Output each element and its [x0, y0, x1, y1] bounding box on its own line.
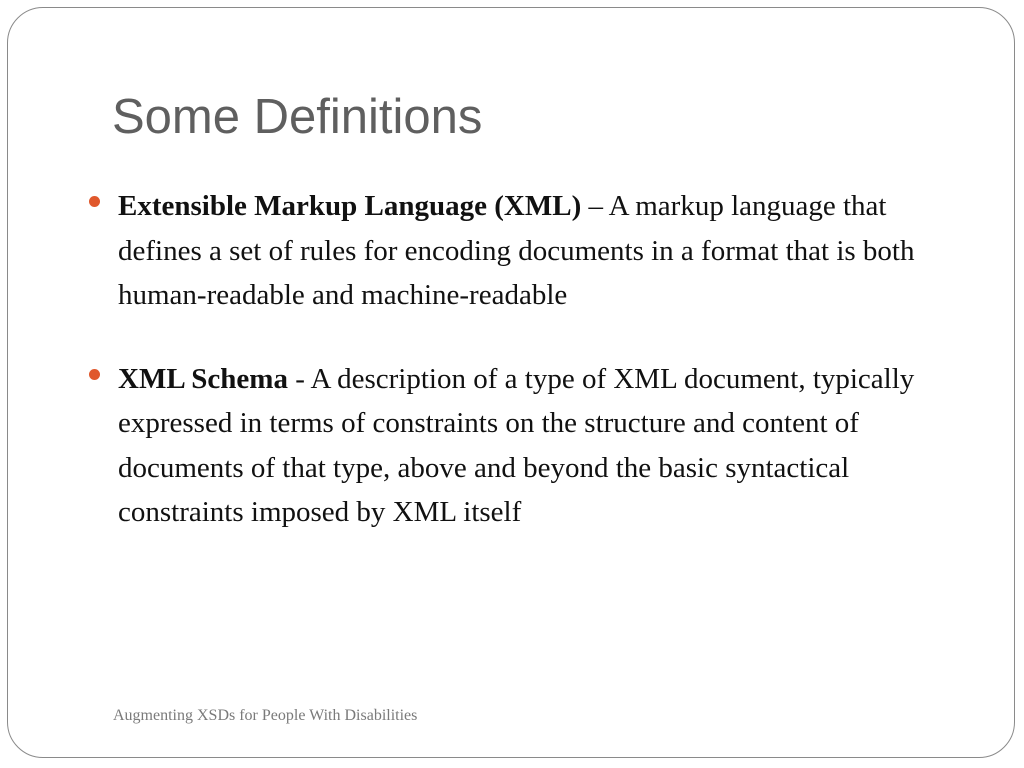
term-separator: – [581, 190, 609, 222]
definition-text: A description of a type of XML document, typically expressed in terms of constraints on the structure and content of documents of that type, above and beyond the basic syntactical constraints imposed by XML itself [118, 362, 915, 528]
bullet-item-xml [118, 184, 958, 318]
bullet-dot-icon [89, 369, 100, 380]
definition-text: A markup language that defines a set of rules for encoding documents in a format that is both human-readable and machine-readable [118, 190, 915, 311]
term-label: XML Schema [118, 362, 288, 395]
bullet-list [118, 184, 958, 574]
bullet-dot-icon [89, 196, 100, 207]
term-label: Extensible Markup Language (XML) [118, 190, 582, 222]
slide-footer: Augmenting XSDs for People With Disabilities [113, 707, 418, 724]
slide-title: Some Definitions [112, 90, 483, 144]
term-separator: - [287, 362, 311, 395]
bullet-item-xml-schema [118, 357, 958, 535]
